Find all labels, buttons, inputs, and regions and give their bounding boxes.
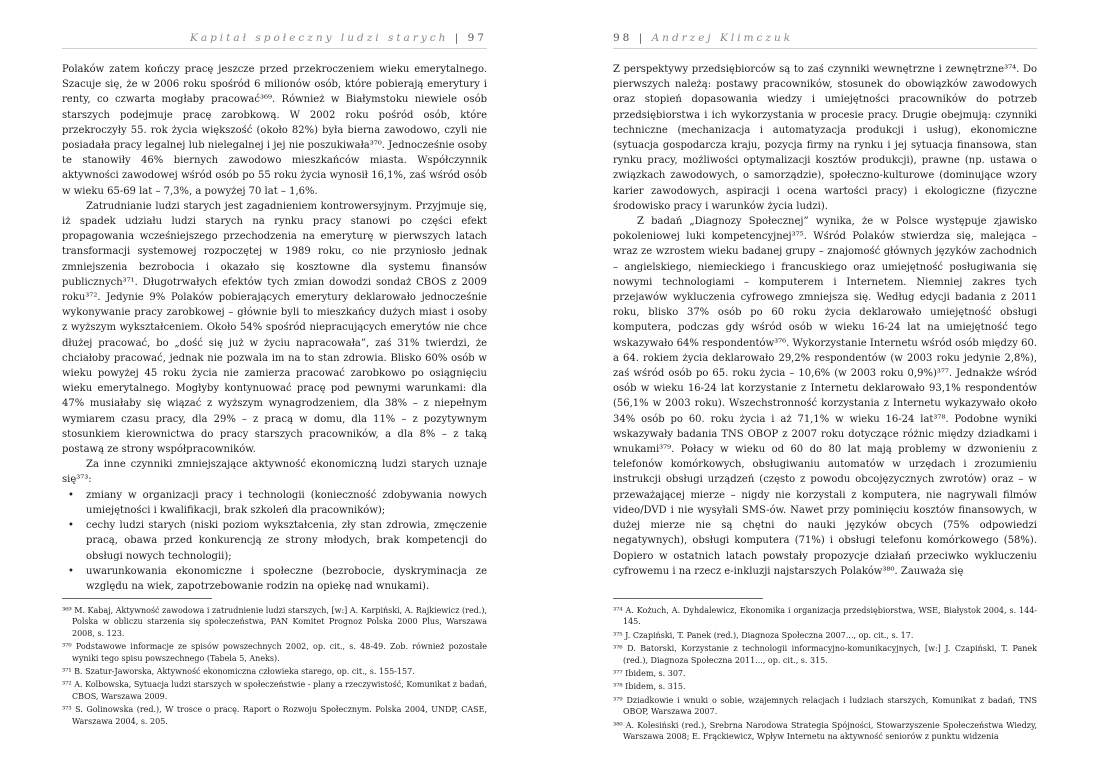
header-rule [62, 48, 487, 49]
list-item: • zmiany w organizacji pracy i technologii (konieczność zdobywania nowych umiejętności i kwalifikacji, brak szkoleń dla pracowników); [86, 488, 487, 518]
footnote: ³⁷⁵ J. Czapiński, T. Panek (red.), Diagnoza Społeczna 2007..., op. cit., s. 17. [613, 630, 914, 640]
list-item: • cechy ludzi starych (niski poziom wykształcenia, zły stan zdrowia, zmęczenie pracą, obawa przed konkurencją ze strony młodych, brak kompetencji do obsługi nowych technologii); [86, 518, 487, 564]
running-head: 98 | Andrzej Klimczuk [613, 32, 794, 44]
footnote: ³⁷⁹ Dziadkowie i wnuki o sobie, wzajemnych relacjach i ludziach starszych, Komunikat z badań, TNS OBOP, Warszawa 2007. [613, 695, 1037, 717]
paragraph: Z badań „Diagnozy Społecznej” wynika, że w Polsce występuje zjawisko pokoleniowej luki kompetencyjnej³⁷⁵. Wśród Polaków stwierdza się, malejąca – wraz ze wzrostem wieku badanej grupy – znajomość głównych języków zachodnich – angielskiego, niemieckiego i francuskiego oraz umiejętność posługiwania się nowymi technologiami – komputerem i Internetem. Niemniej zakres tych przejawów wykluczenia cyfrowego zmniejsza się. Według edycji badania z 2011 roku, blisko 37% osób po 60 roku życia deklarowało umiejętność obsługi komputera, podczas gdy wśród osób w wieku 16-24 lat na umiejętność tego wskazywało 64% respondentów³⁷⁶. Wykorzystanie Internetu wśród osób między 60. a 64. rokiem życia deklarowało 29,2% respondentów (w 2003 roku jedynie 2,8%), zaś wśród osób po 65. roku życia – 10,6% (w 2003 roku 0,9%)³⁷⁷. Jednakże wśród osób w wieku 16-24 lat korzystanie z Internetu deklarowało 93,1% respondentów (56,1% w 2003 roku). Wszechstronność korzystania z Internetu wykazywało około 34% osób po 60. roku życia i aż 71,1% w wieku 16-24 lat³⁷⁸. Podobne wyniki wskazywały badania TNS OBOP z 2007 roku dotyczące różnic między dziadkami i wnukami³⁷⁹. Połacy w wieku od 60 do 80 lat mają problemy w dzwonieniu z telefonów komórkowych, obsługiwaniu automatów w urzędach i zrozumieniu instrukcji obsługi urządzeń (często z powodu obcojęzycznych zwrotów) oraz – w przeważającej mierze – nigdy nie korzystali z komputera, nie nagrywali filmów video/DVD i nie wysyłali SMS-ów. Nawet przy pominięciu kosztów finansowych, w dużej mierze nie są chętni do nauki języków obcych (75% odpowiedzi negatywnych), obsługi komputera (71%) i obsługi telefonu komórkowego (58%). Dopiero w ostatnich latach powstały propozycje działań przeciwko wykluczeniu cyfrowemu i na rzecz e-inkluzji najstarszych Polaków³⁸⁰. Zauważa się [613, 216, 1037, 577]
footnote: ³⁷¹ B. Szatur-Jaworska, Aktywność ekonomiczna człowieka starego, op. cit., s. 155-157. [62, 667, 415, 677]
footnote-rule [62, 598, 212, 599]
running-head-title: Andrzej Klimczuk [651, 32, 794, 44]
right-page [613, 0, 1037, 778]
paragraph: Za inne czynniki zmniejszające aktywność ekonomiczną ludzi starych uznaje się³⁷³: [62, 459, 487, 486]
left-page [62, 0, 487, 778]
footnotes [613, 598, 1037, 744]
footnote: ³⁷⁶ D. Batorski, Korzystanie z technologii informacyjno-komunikacyjnych, [w:] J. Czapiński, T. Panek (red.), Diagnoza Społeczna 2011..., op. cit., s. 315. [613, 644, 1037, 665]
list-item: • uwarunkowania ekonomiczne i społeczne (bezrobocie, dyskryminacja ze względu na wiek, zapotrzebowanie rodzin na opiekę nad wnukami). [86, 564, 487, 594]
footnote: ³⁷² A. Kolbowska, Sytuacja ludzi starszych w społeczeństwie - plany a rzeczywistość, Komunikat z badań, CBOS, Warszawa 2009. [62, 680, 487, 701]
body-text [62, 62, 487, 594]
footnote-rule [613, 598, 763, 599]
footnote: ³⁷⁸ Ibidem, s. 315. [613, 682, 686, 692]
header-rule [613, 48, 1037, 49]
page-number: 97 [467, 32, 487, 44]
paragraph: Zatrudnianie ludzi starych jest zagadnieniem kontrowersyjnym. Przyjmuje się, iż spadek udziału ludzi starych na rynku pracy stanowi po części efekt propagowania wcześniejszego przechodzenia na emeryturę w pierwszych latach transformacji systemowej rozpoczętej w 1989 roku, co nie przyniosło jednak zmniejszenia bezrobocia i okazało się kosztowne dla systemu finansów publicznych³⁷¹. Długotrwałych efektów tych zmian dowodzi sondaż CBOS z 2009 roku³⁷². Jedynie 9% Polaków pobierających emerytury deklarowało jednocześnie wykonywanie pracy zarobkowej – głównie byli to mieszkańcy dużych miast i osoby z wyższym wykształceniem. Około 54% spośród niepracujących emerytów nie chce dłużej pracować, bo „dość się już w życiu napracowała”, zaś 31% twierdzi, że chciałoby pracować, jednak nie pozwala im na to stan zdrowia. Blisko 60% osób w wieku powyżej 45 roku życia nie zamierza pracować zarobkowo po osiągnięciu wieku emerytalnego. Mogłyby kontynuować pracę pod pewnymi warunkami: dla 47% musiałaby się wiązać z wyższym wynagrodzeniem, dla 38% – z niepełnym wymiarem czasu pracy, dla 29% – z pracą w domu, dla 11% – z pozytywnym stosunkiem kierownictwa do pracy starszych pracowników, a dla 8% – z taką postawą ze strony współpracowników. [62, 200, 487, 456]
footnotes [62, 598, 487, 729]
footnote: ³⁷⁰ Podstawowe informacje ze spisów powszechnych 2002, op. cit., s. 48-49. Zob. również pozostałe wyniki tego spisu powszechnego (Tabela 5, Aneks). [62, 642, 487, 663]
paragraph: Polaków zatem kończy pracę jeszcze przed przekroczeniem wieku emerytalnego. Szacuje się, że w 2006 roku spośród 6 milionów osób, które pobierają emerytury i renty, co czwarta mogłaby pracować³⁶⁹. Również w Białymstoku niewiele osób starszych podejmuje pracę zarobkową. W 2002 roku pośród osób, które przekroczyły 55. rok życia większość (około 82%) była bierna zawodowo, czyli nie posiadała pracy legalnej lub nielegalnej i jej nie poszukiwała³⁷⁰. Jednocześnie osoby te stanowiły 46% biernych zawodowo mieszkańców miasta. Współczynnik aktywności zawodowej wśród osób po 55 roku życia wynosił 16,1%, zaś wśród osób w wieku 65-69 lat – 7,3%, a powyżej 70 lat – 1,6%. [62, 64, 487, 197]
footnote: ³⁸⁰ A. Kolesiński (red.), Srebrna Narodowa Strategia Spójności, Stowarzyszenie Społeczeństwa Wiedzy, Warszawa 2008; E. Frąckiewicz, Wpływ Internetu na aktywność seniorów z punktu widzenia [613, 720, 1037, 742]
paragraph: Z perspektywy przedsiębiorców są to zaś czynniki wewnętrzne i zewnętrzne³⁷⁴. Do pierwszych należą: postawy pracowników, stosunek do obowiązków zawodowych oraz stopień dopasowania wiedzy i umiejętności pracowników do potrzeb przedsiębiorstwa i ich wykorzystania w procesie pracy. Drugie obejmują: czynniki techniczne (mechanizacja i automatyzacja produkcji i usług), ekonomiczne (sytuacja gospodarcza kraju, pozycja firmy na rynku i jej sytuacja finansowa, stan rynku pracy, możliwości optymalizacji kosztów produkcji), prawne (np. ustawa o związkach zawodowych, o samorządzie), społeczno-kulturowe (dominujące wzory karier zawodowych, aspiracji i ocena wartości pracy) i ekologiczne (fizyczne środowisko pracy i warunków życia ludzi). [613, 64, 1037, 212]
bullet-list [62, 488, 487, 594]
page-number: 98 [613, 32, 633, 44]
footnote: ³⁷⁷ Ibidem, s. 307. [613, 669, 686, 679]
running-head: Kapitał społeczny ludzi starych | 97 [189, 32, 487, 44]
footnote: ³⁷³ S. Golinowska (red.), W trosce o pracę. Raport o Rozwoju Społecznym. Polska 2004, UNDP, CASE, Warszawa 2004, s. 205. [62, 705, 487, 726]
footnote: ³⁶⁹ M. Kabaj, Aktywność zawodowa i zatrudnienie ludzi starszych, [w:] A. Karpiński, A. Rajkiewicz (red.), Polska w obliczu starzenia się społeczeństwa, PAN Komitet Prognoz Polska 2000 Plus, Warszawa 2008, s. 123. [62, 606, 487, 638]
body-text [613, 62, 1037, 579]
running-head-title: Kapitał społeczny ludzi starych [189, 32, 449, 44]
footnote: ³⁷⁴ A. Kożuch, A. Dyhdalewicz, Ekonomika i organizacja przedsiębiorstwa, WSE, Białystok 2004, s. 144-145. [613, 606, 1037, 627]
